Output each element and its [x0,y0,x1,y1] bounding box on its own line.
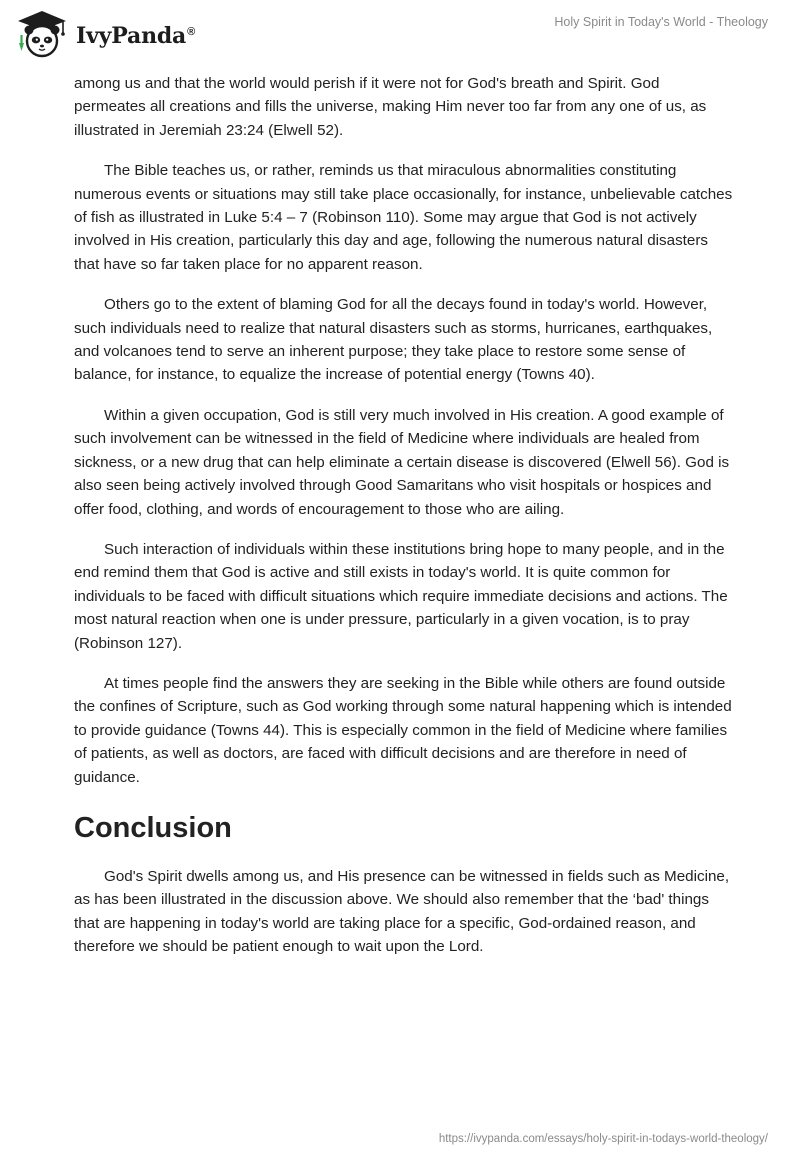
paragraph: The Bible teaches us, or rather, reminds us that miraculous abnormalities constituting numerous events or situations may still take place occasionally, for instance, unbelievable catches of fish as illustrated in Luke 5:4 – 7 (Robinson 110). Some may argue that God is not actively involved in His creation, particularly this day and age, following the numerous natural disasters that have so far taken place for no apparent reason. [74,162,733,273]
page-header [0,0,800,70]
ivypanda-logo[interactable] [14,9,195,59]
paragraph-continuation: among us and that the world would perish if it were not for God's breath and Spirit. God permeates all creations and fills the universe, making Him never too far from any one of us, as illustrated in Jeremiah 23:24 (Elwell 52). [74,75,707,139]
document-title: Holy Spirit in Today's World - Theology [554,15,768,29]
panda-graduate-icon [14,9,70,59]
paragraph: Within a given occupation, God is still very much involved in His creation. A good example of such involvement can be witnessed in the field of Medicine where individuals are healed from sickness, or a new drug that can help eliminate a certain disease is discovered (Elwell 56). God is also seen being actively involved through Good Samaritans who visit hospitals or hospices and offer food, clothing, and words of encouragement to those who are ailing. [74,406,730,518]
essay-body [74,72,734,976]
paragraph: Others go to the extent of blaming God for all the decays found in today's world. However, such individuals need to realize that natural disasters such as storms, hurricanes, earthquakes, and volcanoes tend to serve an inherent purpose; they take place to restore some sense of balance, for instance, to equalize the increase of potential energy (Towns 40). [74,296,713,384]
conclusion-paragraph: God's Spirit dwells among us, and His presence can be witnessed in fields such as Medicine, as has been illustrated in the discussion above. We should also remember that the ‘bad' things that are happening in today's world are taking place for a specific, God-ordained reason, and therefore we should be patient enough to wait upon the Lord. [74,867,730,956]
conclusion-heading: Conclusion [74,811,232,844]
logo-wordmark: IvyPanda® [76,23,196,49]
footer-url[interactable]: https://ivypanda.com/essays/holy-spirit-in-todays-world-theology/ [438,1133,768,1145]
paragraph: Such interaction of individuals within these institutions bring hope to many people, and in the end remind them that God is active and still exists in today's world. It is quite common for individuals to be faced with difficult situations which require immediate decisions and actions. The most natural reaction when one is under pressure, particularly in a given vocation, is to pray (Robinson 127). [74,540,728,652]
paragraph: At times people find the answers they are seeking in the Bible while others are found outside the confines of Scripture, such as God working through some natural happening which is intended to provide guidance (Towns 44). This is especially common in the field of Medicine where families of patients, as well as doctors, are faced with difficult decisions and are therefore in need of guidance. [74,674,732,786]
